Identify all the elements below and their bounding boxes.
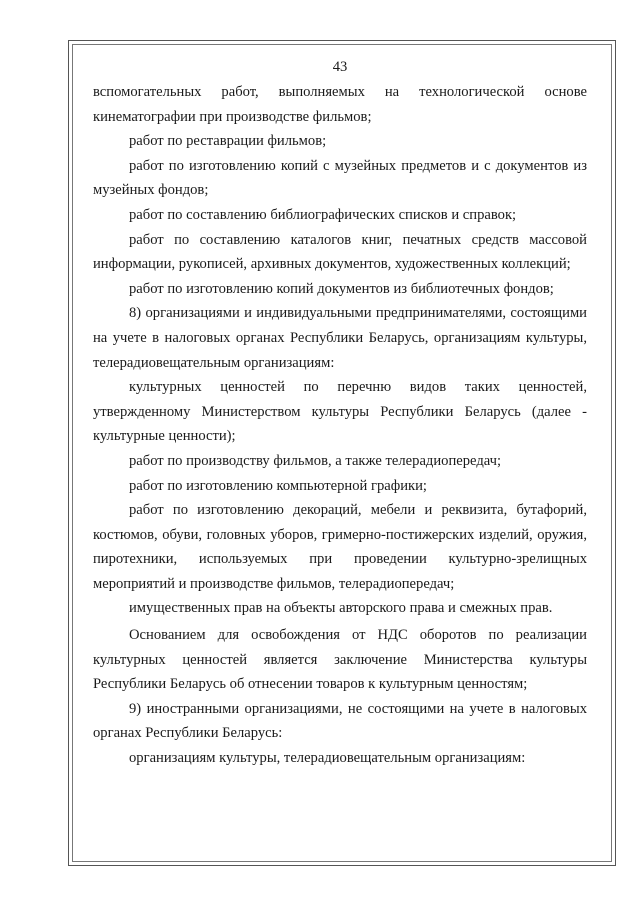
paragraph-14: 9) иностранными организациями, не состоящими на учете в налоговых органах Республики Беларусь: bbox=[93, 700, 587, 742]
paragraph-15: организациям культуры, телерадиовещательным организациям: bbox=[129, 750, 526, 767]
paragraph-4: работ по составлению библиографических списков и справок; bbox=[129, 206, 517, 223]
paragraph-2: работ по реставрации фильмов; bbox=[129, 133, 327, 150]
paragraph-7: 8) организациями и индивидуальными предпринимателями, состоящими на учете в налоговых органах Республики Беларусь, организациям культуры, телерадиовещательным организациям: bbox=[93, 305, 587, 371]
paragraph-1: вспомогательных работ, выполняемых на технологической основе кинематографии при производстве фильмов; bbox=[93, 84, 587, 125]
paragraph-3: работ по изготовлению копий с музейных предметов и с документов из музейных фондов; bbox=[93, 157, 587, 199]
paragraph-10: работ по изготовлению компьютерной графики; bbox=[129, 477, 427, 494]
paragraph-6: работ по изготовлению копий документов из библиотечных фондов; bbox=[129, 280, 554, 297]
paragraph-11: работ по изготовлению декораций, мебели и реквизита, бутафорий, костюмов, обуви, головных уборов, гримерно-постижерских изделий, оружия, пиротехники, используемых при проведении культурно-зрелищных мероприятий и производстве фильмов, телерадиопередач; bbox=[93, 502, 587, 592]
paragraph-9: работ по производству фильмов, а также телерадиопередач; bbox=[129, 452, 502, 469]
paragraph-5: работ по составлению каталогов книг, печатных средств массовой информации, рукописей, архивных документов, художественных коллекций; bbox=[93, 231, 587, 273]
document-body bbox=[93, 56, 587, 771]
paragraph-12: имущественных прав на объекты авторского права и смежных прав. bbox=[129, 600, 553, 617]
paragraph-13: Основанием для освобождения от НДС оборотов по реализации культурных ценностей является заключение Министерства культуры Республики Беларусь об отнесении товаров к культурным ценностям; bbox=[93, 627, 587, 693]
paragraph-8: культурных ценностей по перечню видов таких ценностей, утвержденному Министерством культуры Республики Беларусь (далее - культурные ценности); bbox=[93, 379, 587, 445]
page-number: 43 bbox=[332, 59, 348, 75]
